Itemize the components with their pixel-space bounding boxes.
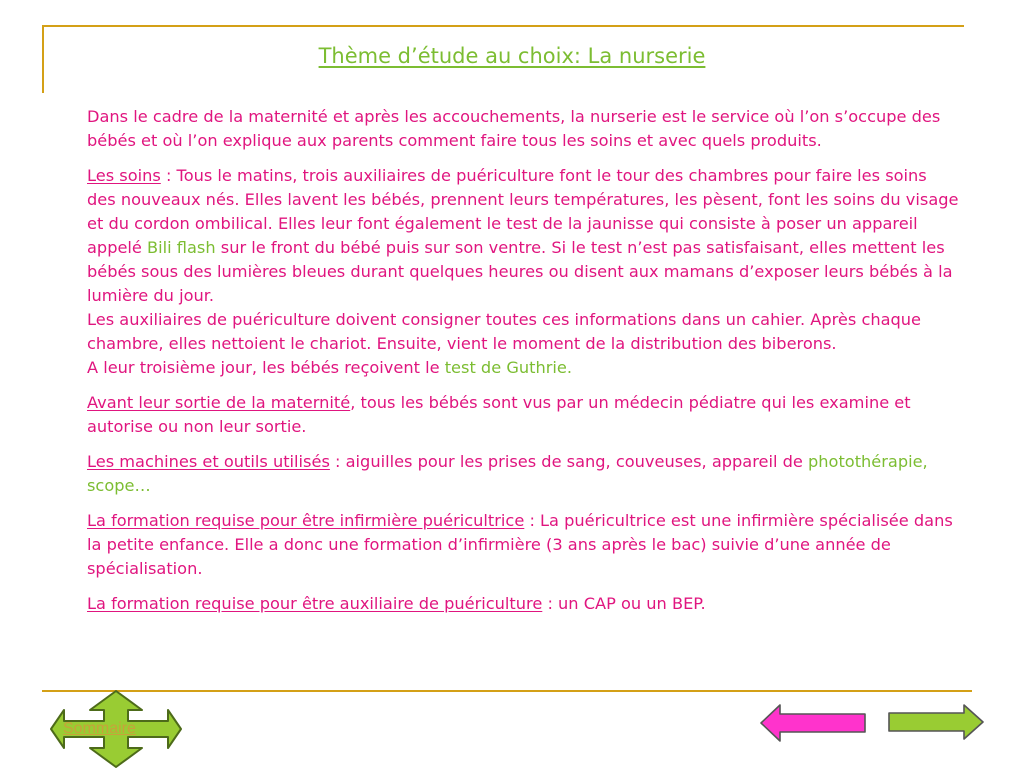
soins-text-1: : Tous le matins, trois auxiliaires de puériculture font le tour des chambres pour faire les soins des nouveaux nés. Elles lavent les bébés, prennent leurs températures, les pèsent, font les soins du visage et du cordon ombilical. Elles leur font également le test de la jaunisse qui consiste à poser un appareil appelé: [87, 166, 959, 257]
machines-text: : aiguilles pour les prises de sang, couveuses, appareil de: [329, 452, 808, 471]
formation-infirmiere-paragraph: [87, 509, 959, 581]
intro-paragraph: Dans le cadre de la maternité et après les accouchements, la nurserie est le service où l’on s’occupe des bébés et où l’on explique aux parents comment faire tous les soins et avec quels produits.: [87, 107, 941, 150]
soins-text-2: sur le front du bébé puis sur son ventre. Si le test n’est pas satisfaisant, elles mettent les bébés sous des lumières bleues durant quelques heures ou disent aux mamans d’exposer leurs bébés à la lumière du jour.: [87, 238, 953, 305]
top-rule: [42, 25, 964, 27]
soins-line-3-end: .: [566, 358, 572, 377]
machines-paragraph: [87, 450, 959, 498]
page-title: Thème d’étude au choix: La nurserie: [318, 44, 706, 68]
formation-infirmiere-heading: La formation requise pour être infirmière puéricultrice: [87, 511, 525, 530]
formation-auxiliaire-text: : un CAP ou un BEP.: [542, 594, 706, 613]
soins-heading: Les soins: [87, 166, 161, 185]
soins-paragraph: [87, 164, 959, 380]
phototherapie-link[interactable]: photothérapie, scope…: [87, 452, 928, 495]
sortie-heading: Avant leur sortie de la maternité: [87, 393, 351, 412]
machines-heading: Les machines et outils utilisés: [87, 452, 330, 471]
soins-line-3: A leur troisième jour, les bébés reçoivent le: [87, 358, 445, 377]
previous-arrow-icon[interactable]: [760, 704, 866, 742]
sortie-text: , tous les bébés sont vus par un médecin pédiatre qui les examine et autorise ou non leur sortie.: [87, 393, 911, 436]
soins-line-2: Les auxiliaires de puériculture doivent consigner toutes ces informations dans un cahier. Après chaque chambre, elles nettoient le chariot. Ensuite, vient le moment de la distribution des biberons.: [87, 310, 922, 353]
body-text: [87, 105, 959, 627]
next-arrow-icon[interactable]: [888, 704, 984, 740]
formation-infirmiere-text: : La puéricultrice est une infirmière spécialisée dans la petite enfance. Elle a donc une formation d’infirmière (3 ans après le bac) suivie d’une année de spécialisation.: [87, 511, 953, 578]
guthrie-link[interactable]: test de Guthrie: [444, 358, 567, 377]
formation-auxiliaire-heading: La formation requise pour être auxiliaire de puériculture: [87, 594, 543, 613]
formation-auxiliaire-paragraph: [87, 592, 959, 616]
bili-flash-link[interactable]: Bili flash: [147, 238, 216, 257]
sommaire-link[interactable]: Sommaire: [63, 720, 136, 737]
sortie-paragraph: [87, 391, 959, 439]
